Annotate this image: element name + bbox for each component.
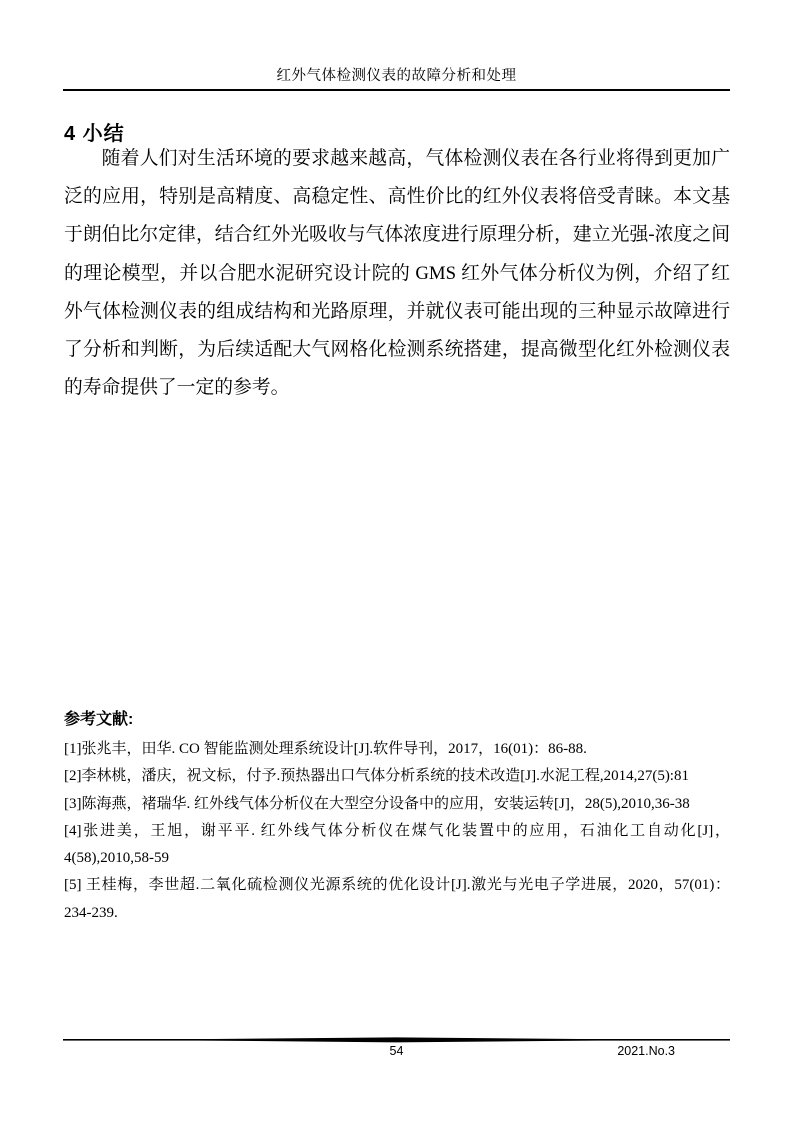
reference-item: [1]张兆丰，田华. CO 智能监测处理系统设计[J].软件导刊，2017，16(01)：86-88.	[64, 741, 587, 757]
body-paragraph: 随着人们对生活环境的要求越来越高，气体检测仪表在各行业将得到更加广泛的应用，特别是高精度、高稳定性、高性价比的红外仪表将倍受青睐。本文基于朗伯比尔定律，结合红外光吸收与气体浓度进行原理分析，建立光强-浓度之间的理论模型，并以合肥水泥研究设计院的 GMS 红外气体分析仪为例，介绍了红外气体检测仪表的组成结构和光路原理，并就仪表可能出现的三种显示故障进行了分析和判断，为后续适配大气网格化检测系统搭建，提高微型化红外检测仪表的寿命提供了一定的参考。	[64, 148, 730, 399]
header-rule	[63, 89, 730, 91]
references-heading: 参考文献:	[64, 711, 134, 728]
page-number: 54	[389, 1044, 404, 1058]
footer-rule	[63, 1037, 730, 1043]
reference-item: [5] 王桂梅，李世超.二氧化硫检测仪光源系统的优化设计[J].激光与光电子学进展，2020，57(01)：234-239.	[64, 877, 730, 921]
issue-number: 2021.No.3	[617, 1044, 675, 1058]
reference-item: [2]李林桃，潘庆，祝文标，付予.预热器出口气体分析系统的技术改造[J].水泥工程,2014,27(5):81	[64, 768, 689, 785]
section-heading: 4 小结	[64, 122, 125, 145]
references-section	[64, 706, 730, 927]
running-title: 红外气体检测仪表的故障分析和处理	[276, 68, 517, 84]
reference-item: [3]陈海燕，褚瑞华. 红外线气体分析仪在大型空分设备中的应用，安装运转[J]，28(5),2010,36-38	[64, 795, 690, 812]
reference-item: [4]张进美，王旭，谢平平. 红外线气体分析仪在煤气化装置中的应用，石油化工自动化[J]，4(58),2010,58-59	[64, 822, 730, 867]
